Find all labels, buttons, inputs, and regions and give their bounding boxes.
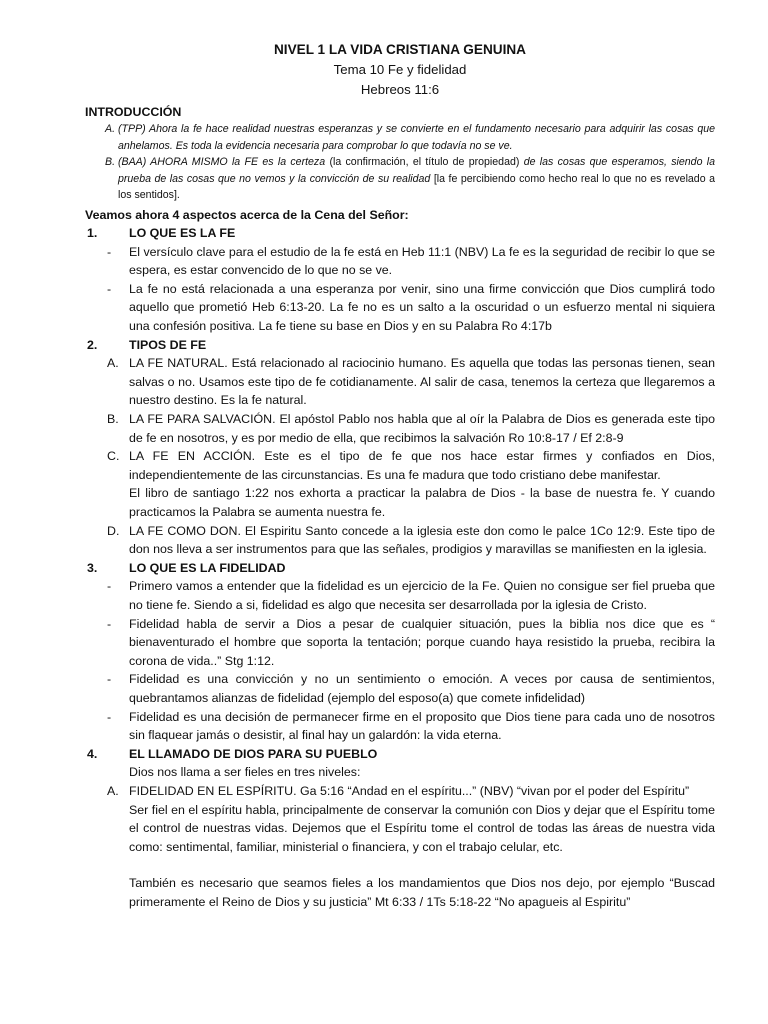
- list-item-text: Primero vamos a entender que la fidelidad es un ejercicio de la Fe. Quien no consigue ser fiel prueba que no tiene fe. Siendo a si, fidelidad es algo que necesita ser desarrollada por la iglesia de Cristo.: [129, 579, 715, 612]
- list-item-text: Fidelidad habla de servir a Dios a pesar de cualquier situación, pues la biblia nos dice que es “ bienaventurado el hombre que soporta la tentación; porque cuando haya resistido la prueba, recibira la corona de vida..” Stg 1:12.: [129, 616, 715, 668]
- intro-text: (TPP) Ahora la fe hace realidad nuestras esperanzas y se convierte en el fundamento necesario para adquirir las cosas que anhelamos. Es toda la evidencia necesaria para comprobar lo que todavía no se ve.: [118, 123, 715, 152]
- lead-sentence: Veamos ahora 4 aspectos acerca de la Cena del Señor:: [85, 207, 409, 222]
- closing-paragraph: También es necesario que seamos fieles a los mandamientos que Dios nos dejo, por ejemplo “Buscad primeramente el Reino de Dios y su justicia” Mt 6:33 / 1Ts 5:18-22 “No apagueis al Espiritu”: [129, 876, 715, 909]
- list-item-text: [129, 782, 715, 856]
- section-intro: Dios nos llama a ser fieles en tres niveles:: [129, 765, 361, 780]
- list-item-text: LA FE NATURAL. Está relacionado al raciocinio humano. Es aquella que todas las personas tienen, sean salvas o no. Usamos este tipo de fe cotidianamente. Al salir de casa, tenemos la certeza que llegaremos a nuestro destino. Es la fe natural.: [129, 356, 715, 408]
- section-heading: [85, 745, 715, 764]
- bullet-marker: -: [107, 672, 112, 687]
- section-heading: [85, 224, 715, 243]
- section-title: LO QUE ES LA FIDELIDAD: [129, 560, 286, 575]
- document-page: [85, 40, 715, 911]
- list-item: [85, 577, 715, 614]
- list-item: [85, 708, 715, 745]
- bullet-marker: -: [107, 579, 112, 594]
- document-verse: Hebreos 11:6: [360, 82, 440, 97]
- list-item: [85, 243, 715, 280]
- list-item: [85, 410, 715, 447]
- intro-text-part: [la fe percibiendo como hecho real lo que no es revelado a los sentidos].: [118, 172, 715, 201]
- list-item: [85, 615, 715, 671]
- section-number: 1.: [87, 226, 98, 241]
- intro-text: [118, 154, 715, 204]
- list-item-text: El versículo clave para el estudio de la fe está en Heb 11:1 (NBV) La fe es la seguridad de recibir lo que se espera, es estar convencido de lo que no se ve.: [129, 244, 715, 278]
- list-marker: A.: [107, 783, 119, 798]
- section-title: TIPOS DE FE: [129, 337, 207, 352]
- list-item: [85, 670, 715, 707]
- list-item-text-extra: Ser fiel en el espíritu habla, principalmente de conservar la comunión con Dios y dejar que el Espíritu tome el control de nuestras vidas. Dejemos que el Espíritu tome el control de todas las áreas de nuestra vida como: sentimental, familiar, ministerial o financiera, y con el trabajo celular, etc.: [129, 802, 715, 854]
- section-heading: [85, 336, 715, 355]
- list-marker: A.: [107, 356, 119, 371]
- list-item-text: LA FE COMO DON. El Espiritu Santo concede a la iglesia este don como le palce 1Co 12:9. Este tipo de don nos lleva a ser instrumentos para que las señales, prodigios y maravillas se manifiesten en la iglesia.: [129, 523, 715, 557]
- list-item: [85, 447, 715, 521]
- section-heading: [85, 559, 715, 578]
- list-marker: C.: [107, 449, 120, 464]
- document-title: NIVEL 1 LA VIDA CRISTIANA GENUINA: [273, 42, 526, 57]
- list-item: [85, 782, 715, 856]
- list-item-text: Fidelidad es una decisión de permanecer firme en el proposito que Dios tiene para cada uno de nosotros sin flaquear jamás o desistir, al final hay un galardón: la vida eterna.: [129, 709, 715, 743]
- list-item-text-main: FIDELIDAD EN EL ESPÍRITU. Ga 5:16 “Andad en el espíritu...” (NBV) “vivan por el poder del Espíritu”: [129, 783, 690, 798]
- intro-item-a: [85, 121, 715, 154]
- section-title: EL LLAMADO DE DIOS PARA SU PUEBLO: [129, 746, 378, 761]
- section-number: 2.: [87, 337, 98, 352]
- list-item-text: [129, 447, 715, 521]
- section-number: 4.: [87, 746, 98, 761]
- intro-marker: B.: [105, 156, 116, 168]
- list-item-text: Fidelidad es una convicción y no un sentimiento o emoción. A veces por causa de sentimientos, quebrantamos alianzas de fidelidad (ejemplo del esposo(a) que comete infidelidad): [129, 672, 715, 705]
- list-item: [85, 522, 715, 559]
- list-item-text-main: LA FE EN ACCIÓN. Este es el tipo de fe que nos hace estar firmes y confiados en Dios, independientemente de las circunstancias. Es una fe madura que todo cristiano debe manifestar.: [129, 449, 715, 482]
- list-item: [85, 280, 715, 336]
- list-item-text: LA FE PARA SALVACIÓN. El apóstol Pablo nos habla que al oír la Palabra de Dios es generada este tipo de fe en nosotros, y es por medio de ella, que recibimos la salvación Ro 10:8-17 / Ef 2:8-9: [129, 412, 715, 445]
- bullet-marker: -: [107, 709, 112, 724]
- intro-text-part: (la confirmación, el título de propiedad): [329, 156, 520, 168]
- intro-marker: A.: [105, 123, 116, 135]
- list-item: [85, 354, 715, 410]
- section-number: 3.: [87, 560, 98, 575]
- bullet-marker: -: [107, 616, 112, 631]
- document-theme: Tema 10 Fe y fidelidad: [333, 62, 467, 77]
- bullet-marker: -: [107, 244, 112, 259]
- intro-text-part: (BAA) AHORA MISMO la FE es la certeza: [118, 156, 330, 168]
- list-item-text-extra: El libro de santiago 1:22 nos exhorta a practicar la palabra de Dios - la base de nuestra fe. Y cuando practicamos la Palabra se aumenta nuestra fe.: [129, 486, 715, 519]
- intro-heading: INTRODUCCIÓN: [85, 105, 182, 119]
- bullet-marker: -: [107, 281, 112, 296]
- intro-item-b: [85, 154, 715, 204]
- intro-text-part: de las cosas que esperamos, siendo la prueba de las cosas que no vemos y la convicción de su realidad: [118, 156, 716, 185]
- list-marker: B.: [107, 412, 119, 427]
- list-item-text: La fe no está relacionada a una esperanza por venir, sino una firme convicción que Dios cumplirá todo aquello que prometió Heb 6:13-20. La fe no es un salto a la oscuridad o un esfuerzo mental ni siquiera una confesión positiva. La fe tiene su base en Dios y en su Palabra Ro 4:17b: [129, 281, 715, 334]
- section-title: LO QUE ES LA FE: [129, 226, 236, 241]
- blank-line: [85, 856, 715, 874]
- list-marker: D.: [107, 523, 120, 538]
